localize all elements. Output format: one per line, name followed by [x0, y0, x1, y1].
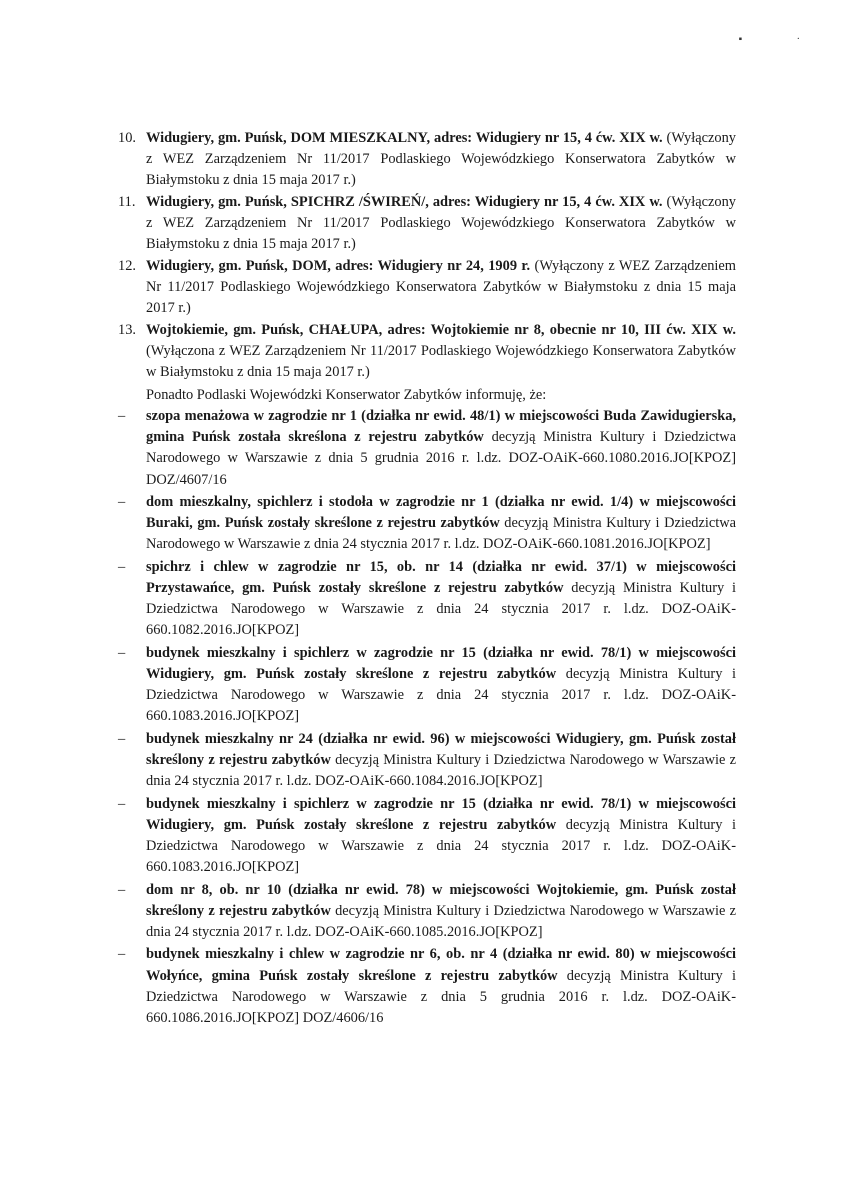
item-dash: –	[118, 558, 126, 575]
item-dash: –	[118, 946, 126, 963]
item-text	[146, 729, 736, 793]
item-text	[146, 944, 736, 1029]
item-dash: –	[118, 881, 126, 898]
item-bold-text: Widugiery, gm. Puńsk, SPICHRZ /ŚWIREŃ/, adres: Widugiery nr 15, 4 ćw. XIX w.	[146, 194, 663, 210]
item-regular-text: decyzją Ministra Kultury i Dziedzictwa Narodowego w Warszawie z dnia 24 stycznia 2017 r. l.dz. DOZ-OAiK-660.1084.2016.JO[KPOZ]	[146, 752, 736, 790]
item-bold-text: Wojtokiemie, gm. Puńsk, CHAŁUPA, adres: Wojtokiemie nr 8, obecnie nr 10, III ćw. XIX w.	[146, 322, 736, 338]
item-text	[146, 128, 736, 191]
item-bold-text: budynek mieszkalny i spichlerz w zagrodzie nr 15 (działka nr ewid. 78/1) w miejscowości Widugiery, gm. Puńsk zostały skreślone z rejestru zabytków	[146, 795, 736, 833]
numbered-list	[118, 128, 736, 384]
numbered-list-item	[118, 256, 736, 319]
item-regular-text: (Wyłączony z WEZ Zarządzeniem Nr 11/2017 Podlaskiego Wojewódzkiego Konserwatora Zabytków w Białymstoku z dnia 15 maja 2017 r.)	[146, 258, 737, 316]
item-text	[146, 406, 736, 491]
numbered-list-item	[118, 128, 736, 191]
bullet-list-item	[118, 794, 736, 879]
item-text	[146, 557, 736, 642]
item-number: 12.	[118, 258, 136, 274]
item-regular-text: (Wyłączony z WEZ Zarządzeniem Nr 11/2017 Podlaskiego Wojewódzkiego Konserwatora Zabytków w Białymstoku z dnia 15 maja 2017 r.)	[146, 130, 736, 188]
item-bold-text: Widugiery, gm. Puńsk, DOM MIESZKALNY, adres: Widugiery nr 15, 4 ćw. XIX w.	[146, 130, 663, 146]
item-dash: –	[118, 408, 126, 424]
item-regular-text: (Wyłączona z WEZ Zarządzeniem Nr 11/2017 Podlaskiego Wojewódzkiego Konserwatora Zabytków w Białymstoku z dnia 15 maja 2017 r.)	[146, 343, 736, 380]
numbered-list-item	[118, 320, 736, 383]
item-dash: –	[118, 795, 126, 812]
intro-paragraph: Ponadto Podlaski Wojewódzki Konserwator Zabytków informuję, że:	[146, 387, 547, 403]
item-bold-text: budynek mieszkalny nr 24 (działka nr ewid. 96) w miejscowości Widugiery, gm. Puńsk został skreślony z rejestru zabytków	[146, 730, 736, 768]
item-text	[146, 192, 736, 255]
item-bold-text: dom nr 8, ob. nr 10 (działka nr ewid. 78) w miejscowości Wojtokiemie, gm. Puńsk został skreślony z rejestru zabytków	[146, 881, 736, 919]
item-regular-text: decyzją Ministra Kultury i Dziedzictwa Narodowego w Warszawie z dnia 5 grudnia 2016 r. l.dz. DOZ-OAiK-660.1086.2016.JO[KPOZ] DOZ/4606/16	[146, 967, 736, 1026]
bullet-list-item	[118, 944, 736, 1029]
item-dash: –	[118, 644, 126, 661]
item-text	[146, 320, 736, 383]
bullet-list-item	[118, 880, 736, 944]
bullet-list-item	[118, 729, 736, 793]
item-regular-text: decyzją Ministra Kultury i Dziedzictwa Narodowego w Warszawie z dnia 24 stycznia 2017 r. l.dz. DOZ-OAiK-660.1081.2016.JO[KPOZ]	[146, 515, 736, 553]
item-regular-text: decyzją Ministra Kultury i Dziedzictwa Narodowego w Warszawie z dnia 24 stycznia 2017 r. l.dz. DOZ-OAiK-660.1083.2016.JO[KPOZ]	[146, 816, 737, 876]
item-text	[146, 492, 736, 556]
item-regular-text: (Wyłączony z WEZ Zarządzeniem Nr 11/2017 Podlaskiego Wojewódzkiego Konserwatora Zabytków w Białymstoku z dnia 15 maja 2017 r.)	[146, 194, 736, 252]
item-bold-text: szopa menażowa w zagrodzie nr 1 (działka nr ewid. 48/1) w miejscowości Buda Zawidugierska, gmina Puńsk została skreślona z rejestru zabytków	[146, 408, 736, 446]
item-regular-text: decyzją Ministra Kultury i Dziedzictwa Narodowego w Warszawie z dnia 24 stycznia 2017 r. l.dz. DOZ-OAiK-660.1085.2016.JO[KPOZ]	[146, 902, 736, 940]
item-bold-text: budynek mieszkalny i chlew w zagrodzie nr 6, ob. nr 4 (działka nr ewid. 80) w miejscowości Wołyńce, gmina Puńsk zostały skreślone z rejestru zabytków	[146, 946, 736, 984]
item-dash: –	[118, 730, 126, 747]
item-bold-text: Widugiery, gm. Puńsk, DOM, adres: Widugiery nr 24, 1909 r.	[146, 258, 531, 274]
item-text	[146, 794, 736, 879]
item-text	[146, 880, 736, 944]
item-text	[146, 643, 736, 728]
numbered-list-item	[118, 192, 736, 255]
item-number: 13.	[118, 322, 136, 338]
item-bold-text: dom mieszkalny, spichlerz i stodoła w zagrodzie nr 1 (działka nr ewid. 1/4) w miejscowości Buraki, gm. Puńsk zostały skreślone z rejestru zabytków	[146, 494, 736, 532]
item-number: 11.	[118, 194, 136, 210]
item-regular-text: decyzją Ministra Kultury i Dziedzictwa Narodowego w Warszawie z dnia 5 grudnia 2016 r. l.dz. DOZ-OAiK-660.1080.2016.JO[KPOZ] DOZ/4607/16	[146, 429, 736, 488]
item-dash: –	[118, 494, 126, 510]
item-bold-text: budynek mieszkalny i spichlerz w zagrodzie nr 15 (działka nr ewid. 78/1) w miejscowości Widugiery, gm. Puńsk zostały skreślone z rejestru zabytków	[146, 644, 736, 682]
bullet-list-item	[118, 643, 736, 728]
bullet-list	[118, 406, 736, 1030]
item-text	[146, 256, 736, 319]
scan-corner-marks: ▪ ·	[738, 34, 826, 45]
item-regular-text: decyzją Ministra Kultury i Dziedzictwa Narodowego w Warszawie z dnia 24 stycznia 2017 r. l.dz. DOZ-OAiK-660.1082.2016.JO[KPOZ]	[146, 580, 737, 639]
bullet-list-item	[118, 492, 736, 556]
bullet-list-item	[118, 557, 736, 642]
bullet-list-item	[118, 406, 736, 491]
item-regular-text: decyzją Ministra Kultury i Dziedzictwa Narodowego w Warszawie z dnia 24 stycznia 2017 r. l.dz. DOZ-OAiK-660.1083.2016.JO[KPOZ]	[146, 666, 737, 725]
item-number: 10.	[118, 130, 136, 146]
item-bold-text: spichrz i chlew w zagrodzie nr 15, ob. nr 14 (działka nr ewid. 37/1) w miejscowości Przystawańce, gm. Puńsk zostały skreślone z rejestru zabytków	[146, 558, 736, 596]
